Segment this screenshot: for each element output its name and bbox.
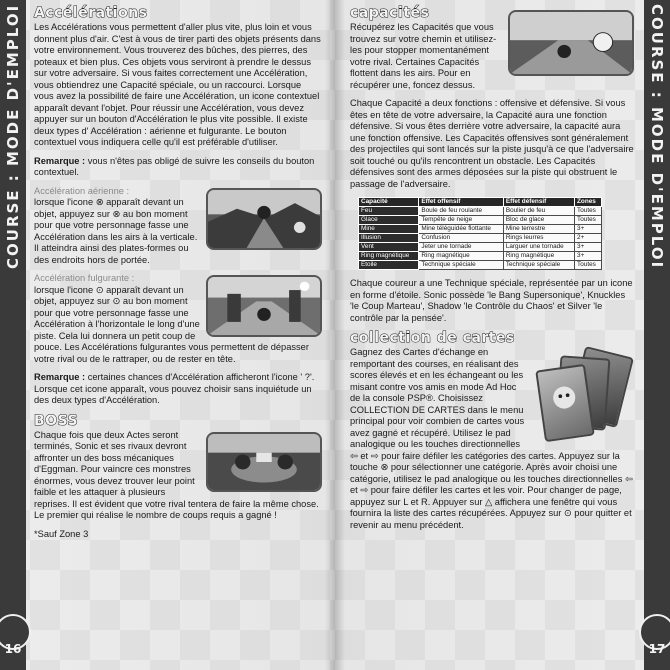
table-cell: Technique spéciale bbox=[419, 261, 503, 270]
table-header-offensif: Effet offensif bbox=[419, 198, 503, 207]
table-cell: Boulier de feu bbox=[503, 207, 574, 216]
table-row bbox=[359, 207, 602, 216]
aerial-acceleration-screenshot bbox=[206, 188, 322, 250]
table-row bbox=[359, 243, 602, 252]
remark-1-text: vous n'êtes pas obligé de suivre les conseils du bouton contextuel. bbox=[34, 155, 315, 177]
right-sidebar-title: COURSE : MODE D'EMPLOI bbox=[648, 4, 666, 270]
table-header-zones: Zones bbox=[575, 198, 602, 207]
table-cell: Jeter une tornade bbox=[419, 243, 503, 252]
table-row bbox=[359, 252, 602, 261]
table-cell: Vent bbox=[359, 243, 419, 252]
capacites-table bbox=[358, 197, 602, 270]
accelerations-remark-1 bbox=[34, 156, 322, 179]
left-column bbox=[34, 6, 322, 547]
boss-screenshot bbox=[206, 432, 322, 492]
table-header-capacite: Capacité bbox=[359, 198, 419, 207]
left-sidebar-title: COURSE : MODE D'EMPLOI bbox=[4, 4, 22, 270]
capacites-screenshot bbox=[508, 10, 634, 76]
table-cell: Bloc de glace bbox=[503, 216, 574, 225]
remark-2-text: certaines chances d'Accélération afficheront l'icone ' ?'. Lorsque cet icone apparaît, vous pouvez choisir sans inquiétude un des deux types d'Accélération. bbox=[34, 372, 315, 405]
capacites-functions: Chaque Capacité a deux fonctions : offensive et défensive. Si vous êtes en tête de votre adversaire, la Capacité aura une fonction défensive. Si vous êtes derrière votre adversaire, la capacité aura une fonction offensive. Les Capacités offensives sont généralement des projectiles qui sont lancés sur la piste jusqu'à ce que l'adversaire soit touché ou qu'ils rencontrent un obstacle. Les Capacités défensives sont des armes déposées sur la piste qui obstruent le passage de l'adversaire. bbox=[350, 98, 634, 189]
card-front bbox=[535, 364, 595, 442]
left-sidebar bbox=[0, 0, 26, 670]
capacites-intro: Récupérez les Capacités que vous trouvez sur votre chemin et utilisez-les pour stopper momentanément votre rival. Certaines Capacités flottent dans les airs. Pour en récupérer une, foncez dessus. bbox=[350, 22, 497, 90]
left-page-number: 16 bbox=[4, 642, 22, 656]
table-cell: Mine terrestre bbox=[503, 225, 574, 234]
table-cell: Tempête de neige bbox=[419, 216, 503, 225]
table-cell: Ring magnétique bbox=[503, 252, 574, 261]
table-row bbox=[359, 261, 602, 270]
right-sidebar bbox=[644, 0, 670, 670]
table-cell: Mine téléguidée flottante bbox=[419, 225, 503, 234]
table-cell: 2+ bbox=[575, 234, 602, 243]
table-row bbox=[359, 234, 602, 243]
table-cell: Etoile bbox=[359, 261, 419, 270]
table-cell: Larguer une tornade bbox=[503, 243, 574, 252]
table-header-defensif: Effet défensif bbox=[503, 198, 574, 207]
aerial-text: lorsque l'icone ⊗ apparaît devant un objet, appuyez sur ⊗ au bon moment pour que votre personnage fasse une Accélération dans les airs à la verticale. Il atteindra ainsi des plates-formes ou des endroits hors de portée. bbox=[34, 197, 198, 265]
table-cell: Feu bbox=[359, 207, 419, 216]
right-page-number: 17 bbox=[648, 642, 666, 656]
table-cell: 3+ bbox=[575, 225, 602, 234]
table-cell: Technique spéciale bbox=[503, 261, 574, 270]
accelerations-intro: Les Accélérations vous permettent d'aller plus vite, plus loin et vous donnent plus d'air. C'est à vous de tirer parti des objets présents dans votre environnement. Vous trouverez des bûches, des pierres, des poteaux et bien plus. Ces objets vous serviront à prendre le dessus sur votre adversaire. Si vous faites correctement une Accélération, vous obtiendrez une Capacité spéciale, ou un raccourci. Lorsque vous avez la possibilité de faire une Accélération, un icone contextuel apparaît devant l'objet. Pour réussir une Accélération, vous devez appuyer sur un bouton d'Accélération le plus vite possible. Il existe deux types d' Accélération : aérienne et fulgurante. Le bouton contextuel vous indiquera celle qu'il est préférable d'utiliser. bbox=[34, 22, 321, 147]
fulgurant-label: Accélération fulgurante : bbox=[34, 273, 135, 283]
table-cell: 3+ bbox=[575, 243, 602, 252]
boss-footnote: *Sauf Zone 3 bbox=[34, 528, 89, 539]
remark-1-label: Remarque : bbox=[34, 155, 86, 166]
table-cell: Toutes bbox=[575, 216, 602, 225]
aerial-label: Accélération aérienne : bbox=[34, 185, 130, 196]
fulgurant-text: lorsque l'icone ⊙ apparaît devant un objet, appuyez sur ⊙ au bon moment pour que votre personnage fasse une Accélération à l'horizontale le long d'une piste. Cela lui donnera un petit coup de pouce. Les Accélérations fulgurantes vous permettent de dépasser votre rival ou de le rattraper, ou de rester en tête. bbox=[34, 284, 309, 364]
collection-heading: collection de cartes bbox=[350, 330, 515, 346]
table-cell: Confusion bbox=[419, 234, 503, 243]
book-gutter bbox=[325, 0, 345, 670]
boss-text: Chaque fois que deux Actes seront terminés, Sonic et ses rivaux devront affronter un des boss mécaniques d'Eggman. Pour vaincre ces monstres énormes, vous devez trouver leur point faible et les attaquer à plusieurs reprises. Il est évident que votre rival tentera de faire la même chose. Le premier qui réalise le nombre de coups requis a gagné ! bbox=[34, 429, 319, 520]
table-cell: Illusion bbox=[359, 234, 419, 243]
table-cell: Ring magnétique bbox=[359, 252, 419, 261]
table-row bbox=[359, 225, 602, 234]
fulgurant-acceleration-screenshot bbox=[206, 275, 322, 337]
table-cell: Boule de feu roulante bbox=[419, 207, 503, 216]
table-cell: Toutes bbox=[575, 261, 602, 270]
special-technique-text: Chaque coureur a une Technique spéciale, représentée par un icone en forme d'étoile. Sonic possède 'le Bang Supersonique', Knuckles 'le Coup Marteau', Shadow 'le Contrôle du Chaos' et Silver 'le contrôle par la pensée'. bbox=[350, 278, 633, 323]
table-cell: Toutes bbox=[575, 207, 602, 216]
right-column bbox=[350, 6, 634, 538]
accelerations-remark-2 bbox=[34, 372, 322, 407]
trading-cards-illustration bbox=[532, 347, 634, 447]
table-cell: Glace bbox=[359, 216, 419, 225]
accelerations-heading: Accélérations bbox=[34, 5, 148, 21]
remark-2-label: Remarque : bbox=[34, 372, 86, 382]
boss-heading: BOSS bbox=[34, 412, 79, 429]
table-cell: Ring magnétique bbox=[419, 252, 503, 261]
capacites-heading: capacités bbox=[350, 5, 430, 21]
table-row bbox=[359, 216, 602, 225]
table-cell: 3+ bbox=[575, 252, 602, 261]
table-cell: Rings leurres bbox=[503, 234, 574, 243]
table-cell: Mine bbox=[359, 225, 419, 234]
collection-text: Gagnez des Cartes d'échange en remportant des courses, en réalisant des scores élevés et en les échangeant ou les misant contre vos amis en mode Ad Hoc de la console PSP®. Choisissez COLLECTION DE CARTES dans le menu principal pour voir combien de cartes vous avez gagné et récupéré. Utilisez le pad analogique ou les touches directionnelles ⇦ et ⇨ pour faire défiler les catégories des cartes. Appuyez sur la touche ⊗ pour sélectionner une catégorie. Après avoir choisi une catégorie, utilisez le pad analogique ou les touches directionnelles ⇦ et ⇨ pour faire défiler les cartes et les voir. Pour changer de page, appuyez sur L et R. Appuyer sur △ affichera une fenêtre qui vous fournira la liste des cartes récupérées. Appuyez sur ⊙ pour quitter et revenir au menu précédent. bbox=[350, 347, 633, 530]
